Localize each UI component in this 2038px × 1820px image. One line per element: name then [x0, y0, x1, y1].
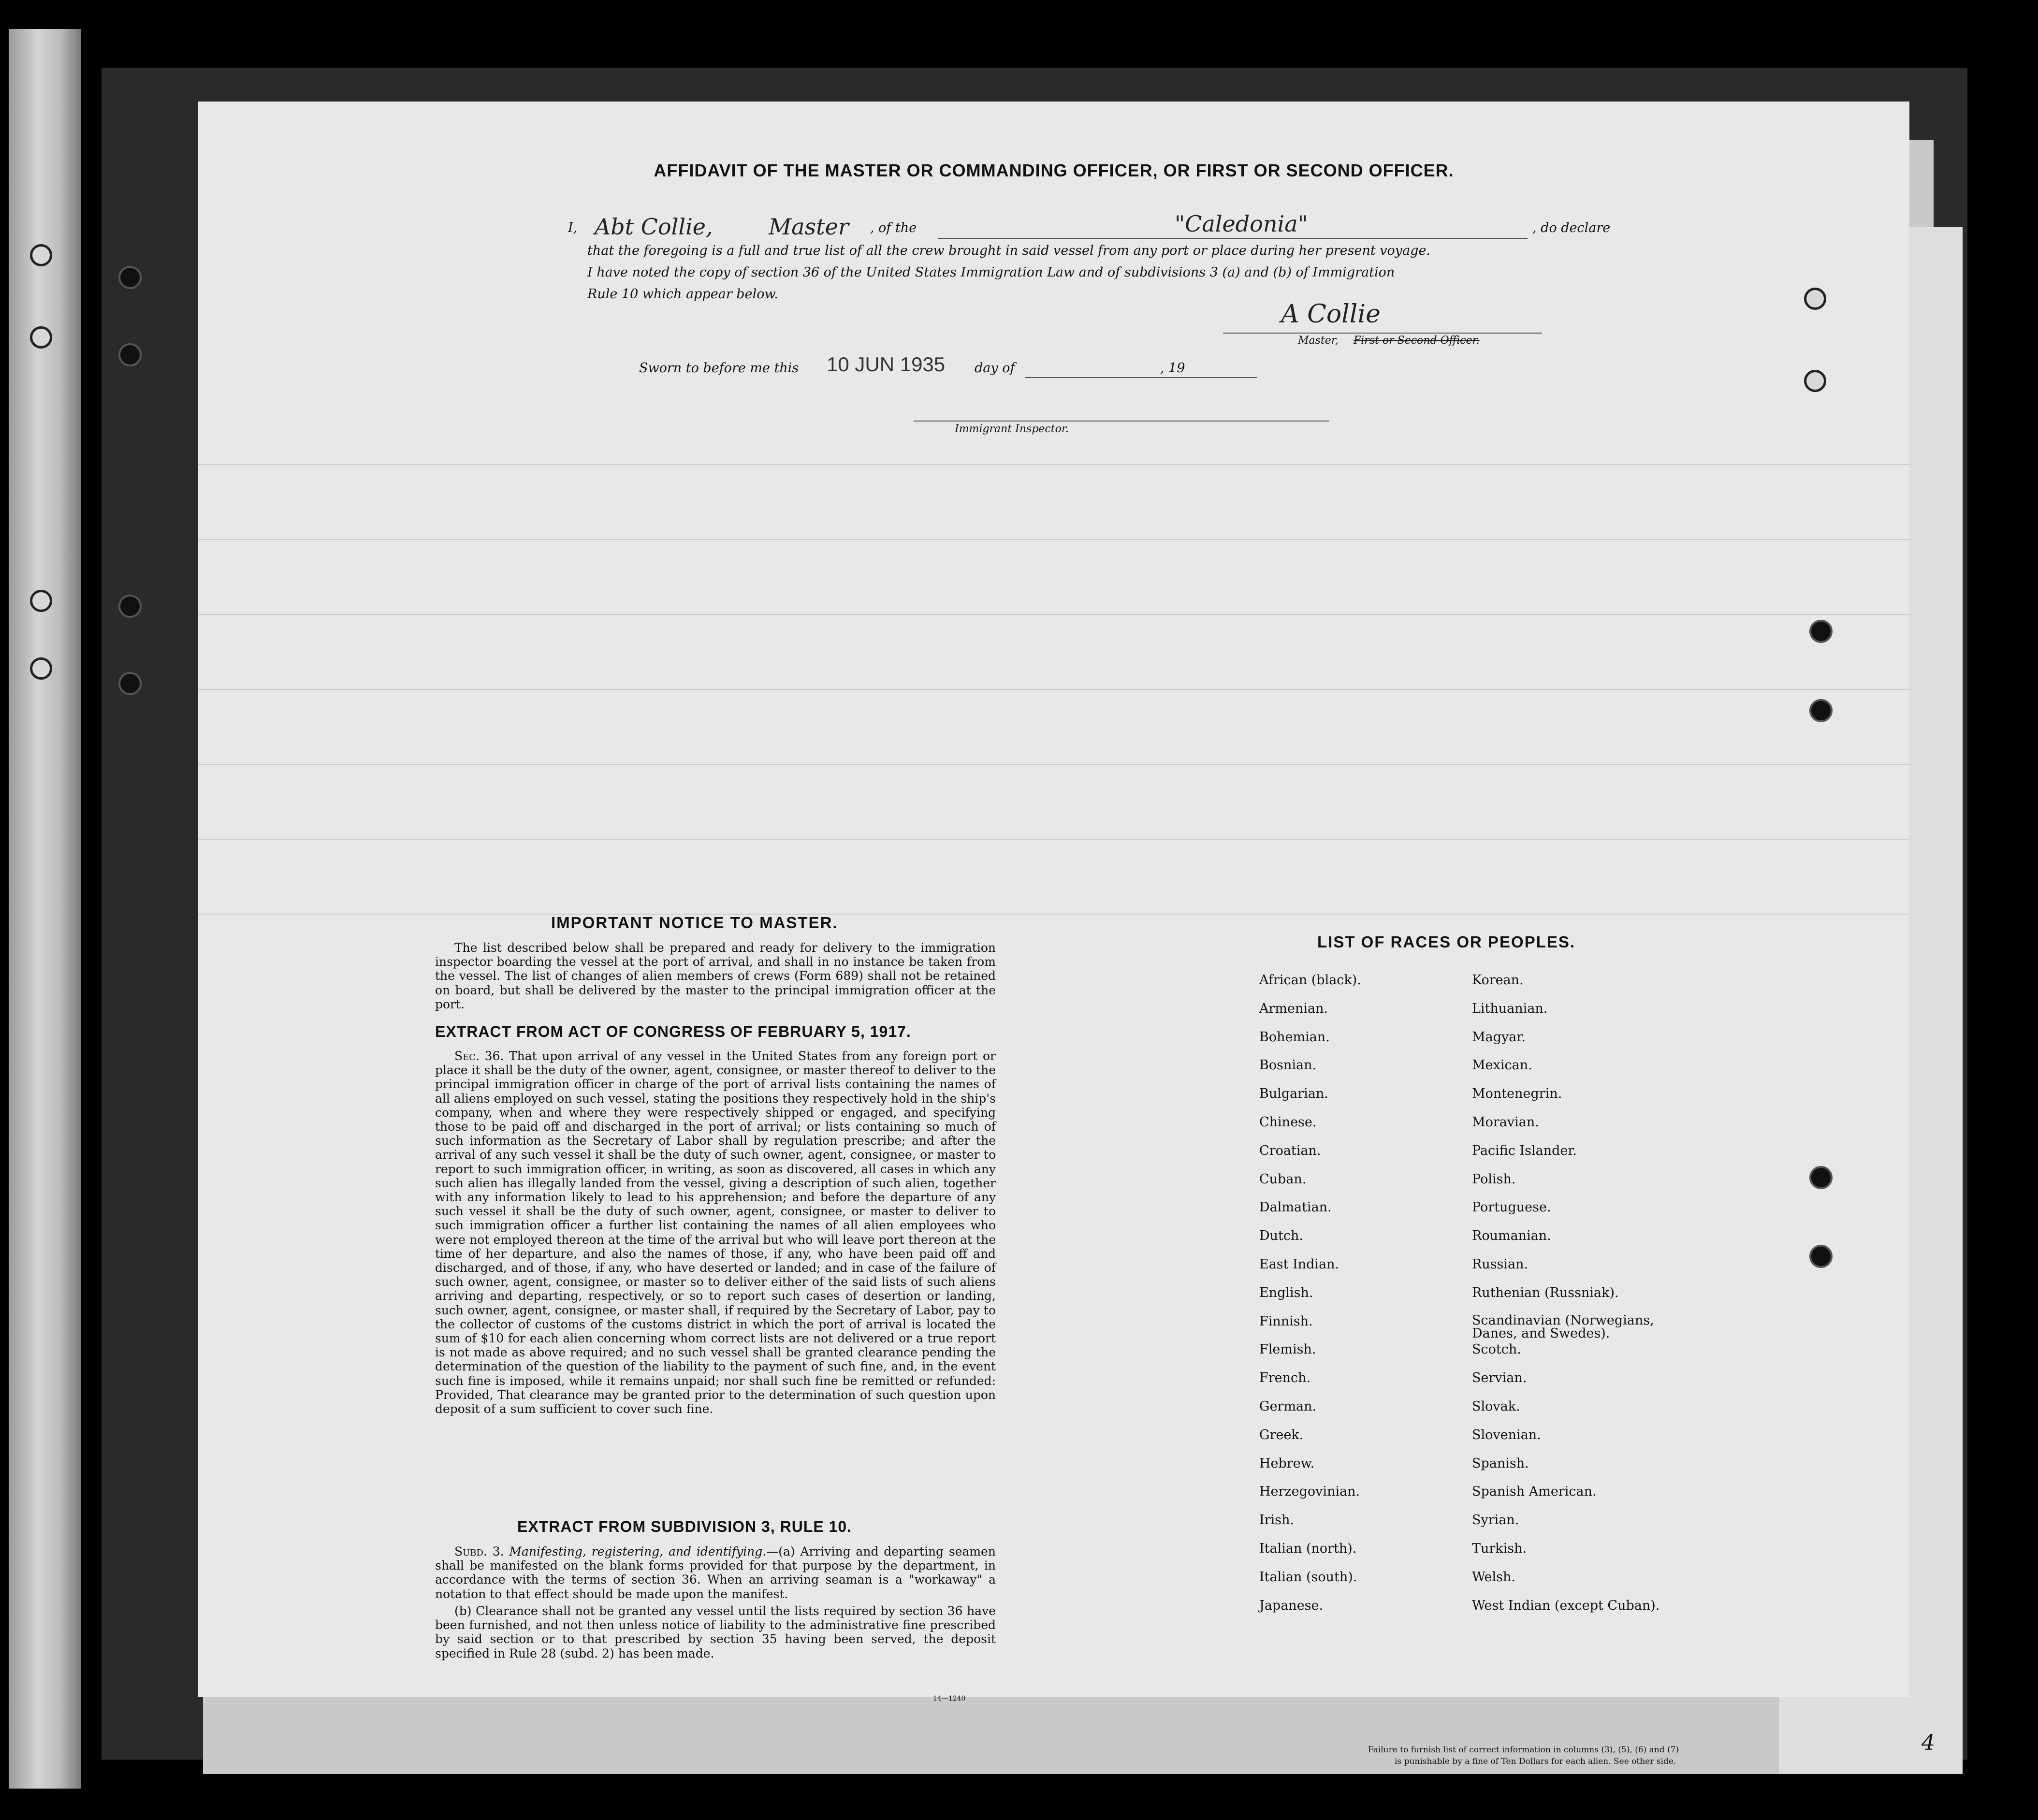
- race-item: Russian.: [1472, 1257, 1528, 1272]
- punch-hole-icon: [118, 672, 142, 695]
- race-item: Syrian.: [1472, 1513, 1519, 1528]
- master-signature-handwritten: A Collie: [1281, 300, 1381, 329]
- race-item: Bulgarian.: [1259, 1086, 1328, 1102]
- race-item: Korean.: [1472, 973, 1524, 988]
- race-item: Cuban.: [1259, 1171, 1307, 1187]
- affidavit-line-4: Rule 10 which appear below.: [587, 287, 778, 302]
- extract-rule-title: EXTRACT FROM SUBDIVISION 3, RULE 10.: [517, 1518, 852, 1535]
- subdivision-b-text: (b) Clearance shall not be granted any vessel until the lists required by section 36 have been furnished, and not then unless notice of liability to the administrative fine prescribed by said section or to that prescribed by section 35 having been served, the deposit specified in Rule 28 (subd. 2) has been made.: [435, 1604, 996, 1660]
- race-item: East Indian.: [1259, 1257, 1339, 1272]
- race-item: Slovak.: [1472, 1399, 1520, 1414]
- race-item: Croatian.: [1259, 1143, 1321, 1158]
- binder-hole-icon: [30, 244, 52, 266]
- of-the-label: , of the: [870, 220, 917, 235]
- binder-hole-icon: [1804, 288, 1826, 310]
- race-item: Turkish.: [1472, 1541, 1527, 1556]
- race-item: Herzegovinian.: [1259, 1484, 1360, 1500]
- subdivision-heading: Manifesting, registering, and identifying.: [509, 1544, 767, 1558]
- signer-role-struck: First or Second Officer.: [1354, 335, 1480, 347]
- notice-title: IMPORTANT NOTICE TO MASTER.: [551, 914, 838, 932]
- affidavit-page: [198, 102, 1909, 1703]
- race-item: Scotch.: [1472, 1342, 1521, 1357]
- punch-hole-icon: [118, 595, 142, 618]
- race-item: Welsh.: [1472, 1569, 1515, 1585]
- binder-hole-icon: [30, 326, 52, 349]
- race-item: Italian (north).: [1259, 1541, 1357, 1556]
- form-number: 14—1240: [933, 1695, 966, 1703]
- affidavit-line-2: that the foregoing is a full and true list of all the crew brought in said vessel from any port or place during her present voyage.: [587, 243, 1431, 258]
- race-item: Magyar.: [1472, 1029, 1526, 1045]
- immigrant-inspector-label: Immigrant Inspector.: [955, 423, 1069, 435]
- race-item: English.: [1259, 1285, 1313, 1300]
- race-item: Finnish.: [1259, 1313, 1313, 1329]
- i-label: I,: [568, 220, 578, 235]
- footer-note-line-1: Failure to furnish list of correct information in columns (3), (5), (6) and (7): [1368, 1745, 1679, 1755]
- race-item: African (black).: [1259, 973, 1361, 988]
- race-item: Flemish.: [1259, 1342, 1316, 1357]
- date-stamp: 10 JUN 1935: [827, 353, 946, 376]
- race-item: Bosnian.: [1259, 1058, 1317, 1073]
- day-of-label: day of: [975, 361, 1015, 376]
- punch-hole-icon: [1809, 620, 1833, 643]
- race-item: Servian.: [1472, 1370, 1527, 1386]
- master-name-handwritten: Abt Collie,: [595, 214, 713, 240]
- extract-act-title: EXTRACT FROM ACT OF CONGRESS OF FEBRUARY 5, 1917.: [435, 1023, 911, 1040]
- binder-hole-icon: [1804, 370, 1826, 392]
- rank-handwritten: Master: [769, 214, 849, 240]
- punch-hole-icon: [118, 266, 142, 289]
- punch-hole-icon: [1809, 699, 1833, 722]
- race-item: Moravian.: [1472, 1115, 1539, 1130]
- binder-hole-icon: [30, 657, 52, 680]
- section-label: Sec. 36.: [454, 1049, 504, 1063]
- subdivision-label: Subd. 3.: [454, 1544, 504, 1558]
- race-item: Irish.: [1259, 1513, 1295, 1528]
- vessel-name-handwritten: "Caledonia": [1175, 211, 1308, 237]
- race-item: Japanese.: [1259, 1598, 1324, 1613]
- race-item: Slovenian.: [1472, 1427, 1541, 1442]
- film-edge: [9, 29, 81, 1789]
- race-item: Chinese.: [1259, 1115, 1317, 1130]
- race-item: Dalmatian.: [1259, 1200, 1332, 1215]
- race-item: Spanish American.: [1472, 1484, 1597, 1500]
- races-title: LIST OF RACES OR PEOPLES.: [1317, 933, 1576, 951]
- race-item: Scandinavian (Norwegians, Danes, and Swedes).: [1472, 1312, 1654, 1341]
- race-item: Spanish.: [1472, 1456, 1529, 1471]
- affidavit-title: AFFIDAVIT OF THE MASTER OR COMMANDING OFFICER, OR FIRST OR SECOND OFFICER.: [654, 160, 1454, 180]
- race-item: Polish.: [1472, 1171, 1516, 1187]
- race-item: Portuguese.: [1472, 1200, 1551, 1215]
- race-item: Armenian.: [1259, 1001, 1328, 1016]
- race-item: German.: [1259, 1399, 1317, 1414]
- punch-hole-icon: [118, 343, 142, 366]
- race-item: French.: [1259, 1370, 1311, 1386]
- sworn-label: Sworn to before me this: [639, 361, 799, 376]
- section-36-text: [435, 1049, 996, 1416]
- race-item: Pacific Islander.: [1472, 1143, 1577, 1158]
- signer-role-label: Master,: [1298, 335, 1339, 347]
- race-item: Montenegrin.: [1472, 1086, 1562, 1102]
- race-item: Italian (south).: [1259, 1569, 1357, 1585]
- section-36-body: That upon arrival of any vessel in the United States from any foreign port or place it shall be the duty of the owner, agent, consignee, or master thereof to deliver to the principal immigration officer in charge of the port of arrival lists containing the names of all aliens employed on such vessel, stating the positions they respectively hold in the ship's company, when and where they were respectively shipped or engaged, and specifying those to be paid off and discharged in the port of arrival; or lists containing so much of such information as the Secretary of Labor shall by regulation prescribe; and after the arrival of any such vessel it shall be the duty of such owner, agent, consignee, or master to report to such immigration officer, in writing, as soon as discovered, all cases in which any such alien has illegally landed from the vessel, giving a description of such alien, together with any information likely to lead to his apprehension; and before the departure of any such vessel it shall be the duty of such owner, agent, consignee, or master to deliver to such immigration officer a further list containing the names of all alien employees who were not employed thereon at the time of the arrival but who will leave port thereon at the time of her departure, and also the names of those, if any, who have been paid off and discharged, and of those, if any, who have deserted or landed; and in case of the failure of such owner, agent, consignee, or master so to deliver either of the said lists of such aliens arriving and departing, respectively, or so to report such cases of desertion or landing, such owner, agent, consignee, or master shall, if required by the Secretary of Labor, pay to the collector of customs of the customs district in which the port of arrival is located the sum of $10 for each alien concerning whom correct lists are not delivered or a true report is not made as above required; and no such vessel shall be granted clearance pending the determination of the question of the liability to the payment of such fine, and, in the event such fine is imposed, while it remains unpaid; nor shall such fine be remitted or refunded: Provided, That clearance may be granted prior to the determination of such question upon deposit of a sum sufficient to cover such fine.: [435, 1049, 996, 1416]
- race-item: Lithuanian.: [1472, 1001, 1548, 1016]
- race-item: West Indian (except Cuban).: [1472, 1598, 1660, 1613]
- do-declare-label: , do declare: [1532, 220, 1611, 235]
- subdivision-a-body: —(a) Arriving and departing seamen shall be manifested on the blank forms provided for that purpose by the department, in accordance with the terms of section 36. When an arriving seaman is a "workaway" a notation to that effect should be made upon the manifest.: [435, 1544, 996, 1601]
- margin-number: 4: [1922, 1731, 1935, 1755]
- race-item: Dutch.: [1259, 1228, 1303, 1244]
- race-item: Hebrew.: [1259, 1456, 1315, 1471]
- binder-hole-icon: [30, 590, 52, 612]
- race-item: Roumanian.: [1472, 1228, 1551, 1244]
- punch-hole-icon: [1809, 1166, 1833, 1189]
- race-item: Greek.: [1259, 1427, 1304, 1442]
- subdivision-a-text: [435, 1544, 996, 1601]
- race-item: Mexican.: [1472, 1058, 1532, 1073]
- punch-hole-icon: [1809, 1245, 1833, 1268]
- race-item: Ruthenian (Russniak).: [1472, 1285, 1619, 1300]
- footer-note-line-2: is punishable by a fine of Ten Dollars for each alien. See other side.: [1395, 1757, 1676, 1766]
- affidavit-line-3: I have noted the copy of section 36 of the United States Immigration Law and of subdivisions 3 (a) and (b) of Immigration: [587, 265, 1395, 280]
- race-item: Bohemian.: [1259, 1029, 1330, 1045]
- notice-text: The list described below shall be prepared and ready for delivery to the immigration inspector boarding the vessel at the port of arrival, and shall in no instance be taken from the vessel. The list of changes of alien members of crews (Form 689) shall not be retained on board, but shall be delivered by the master to the principal immigration officer at the port.: [435, 941, 996, 1011]
- year-prefix-label: , 19: [1160, 361, 1185, 376]
